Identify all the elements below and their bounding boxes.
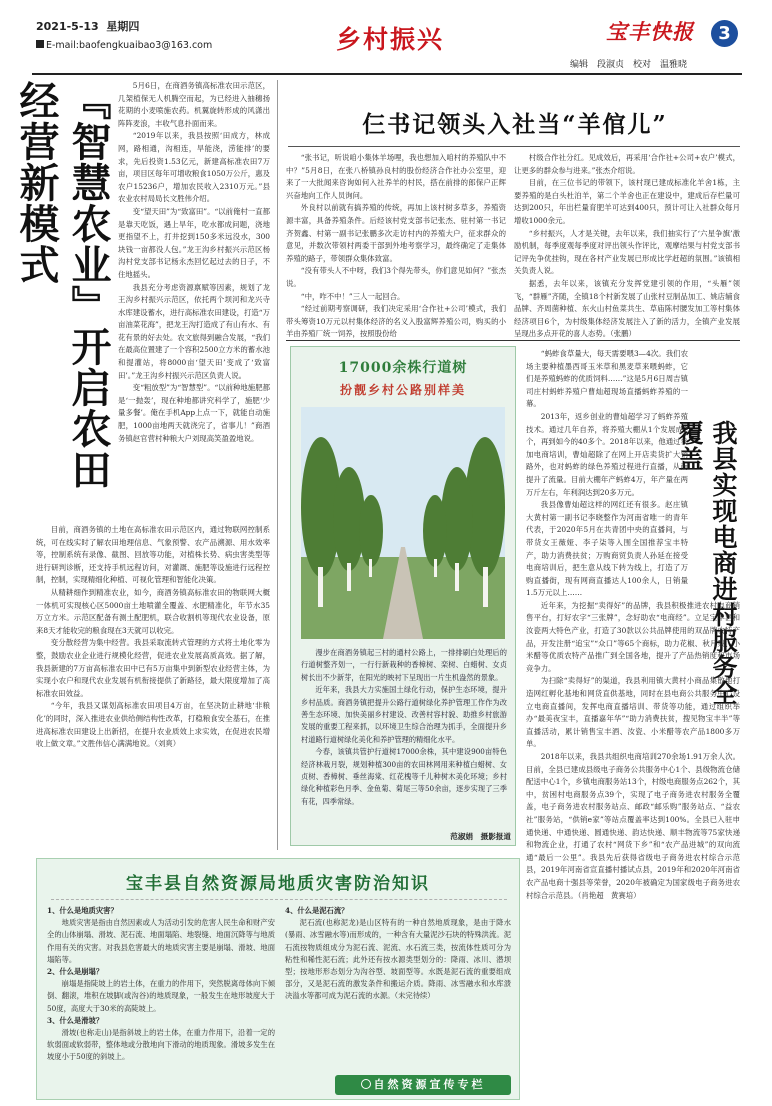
article1-col1-para: 变“望天田”为“致富田”。“以前俺村一直都是靠天吃饭，遇上旱年，吃水都成问题，浇地更指望不上，打井挖到150多米远没水，300块钱一亩都没人包。”龙王沟乡村振兴示范区杨沟村党支部书记杨永杰回忆起过去的日子，不住地摇头。: [118, 206, 270, 279]
paper-name: 宝丰快报: [606, 19, 694, 44]
globe-icon: [361, 1079, 371, 1089]
article2-col2-para: 据悉，去年以来，该镇充分发挥党建引领的作用，“头雁”领飞，“群雁”齐随，全镇18个村新发展了山张村豆制品加工、姚店辅食品牌、齐周菌种植、东火山村鱼菜共生、草庙陈村腰发加工等村集体经济项目6个，为村级集体经济发展注入了新的活力，全镇产业发展呈现出多点开花的喜人态势。（张鹏）: [514, 278, 740, 339]
article2-col1-para: “经过前期考察调研，我们决定采用‘合作社+公司’模式，我们带头筹资10万元以村集体经济的名义入股富辉养殖公司，购买的小羊由养殖厂统一饲养，按照股份给: [286, 304, 506, 339]
article2-col1-para: 外良村以前就有搞养殖的传统，再加上该村树多草多，养殖资源丰富，具备养殖条件。后经该村党支部书记张杰、驻村第一书记齐贺鑫、村第一副书记张鹏多次走访村内的养殖大户，征求群众的意见，并数次带领村两委干部到外地考察学习，最终确定了走集体养殖的路子，带领群众集体致富。: [286, 203, 506, 263]
header-date: [36, 18, 176, 34]
article2-column1: [286, 152, 506, 339]
article2-col2-para: 目前，在三位书记的带领下，该村现已建成标准化羊舍1栋，主要养殖的是白头杜泊羊，第二个羊舍也正在建设中，建成后存栏量可达到200只，年出栏量育肥羊可达到400只，预计可让入社群众每月增收1000余元。: [514, 178, 740, 225]
answer-1: 地质灾害是指由自然因素或人为活动引发的危害人民生命和财产安全的山体崩塌、滑坡、泥石流、地面塌陷、地裂缝、地面沉降等与地质作用有关的灾害。对我县危害最大的地质灾害主要是崩塌、滑坡、地面塌陷等。: [47, 918, 275, 964]
article2-title: 仨书记领头入社当“羊倌儿”: [362, 111, 668, 138]
email-address: E-mail:baofengkuaibao3@163.com: [46, 40, 213, 51]
article2-col2-para: 村级合作社分红。见成效后，再采用‘合作社+公司+农户’模式，让更多的群众参与进来。”张杰介绍说。: [514, 153, 740, 175]
banner-label: 自然资源宣传专栏: [373, 1078, 486, 1091]
article2-col1-para: “中，咋不中！”三人一起回合。: [300, 291, 405, 301]
article3-para: “蚂蚱食草量大，每天需要喂3—4次。我们农场主要种植墨西哥玉米草和黑麦草来喂蚂蚱，它们是养殖蚂蚱的优质饲料……”这是5月6日周吉镇司庄村蚂蚱养殖户曹灿超现场直播蚂蚱养殖的一幕。: [526, 349, 688, 409]
article3-para: 2018年以来，我县共组织电商培训270余场1.91万余人次。目前，全县已建成县级电子商务公共服务中心1个、县级物流仓储配送中心1个，乡镇电商服务站13个，村级电商服务点262个，其中，贫困村电商服务点39个，实现了电子商务进农村服务全覆盖，电子商务进农村服务站点、邮政“邮乐购”服务站点、“益农社”服务站，“供销e家”等站点覆盖率达到100%。全县已入驻申通快递、中通快递、圆通快递、韵达快递、顺丰物流等75家快递和物流企业，打通了农村“网货下乡”和“农产品进城”的双向流通“最后一公里”。我县先后获得省级电子商务进农村综合示范县，2019年河南省宣直播村播试点县，2019年和2020年河南省农产品电商十强县等荣誉，2020年被确定为国家级电子商务进农村综合示范县。（肖艳超 黄赛培）: [526, 752, 740, 900]
article4-title: 宝丰县自然资源局地质灾害防治知识: [126, 874, 430, 894]
article4-title-rule: [51, 899, 507, 900]
article1-col2-para: “今年，我县又谋划高标准农田项目4万亩，在坚决防止耕地‘非粮化’的同时，深入推进农业供给侧结构性改革，打稳粮食安全基石，在推进高标准农田建设上出新招，在提升农业质效上求实效，在促进农民增收上做文章。”文胜伟信心满满地说。（刘爽）: [36, 701, 270, 749]
article1-col1-para: “2019年以来，我县按照‘田成方，林成网，路相通，沟相连，旱能浇，涝能排’的要求，先后投资1.53亿元，新建高标准农田7万亩，项目区每年可增收粮食1050万公斤，惠及农户15236户，增加农民收入2310万元。”县农业农村局局长文胜伟介绍。: [118, 131, 270, 204]
article2-col1-para: “张书记，听说咱小集体羊场哩，我也想加入咱村的养殖队中不中？”5月8日，在张八桥镇孙良村的股份经济合作社办公室里，迎来了一大批闻来咨询如何入社养羊的村民，搭在前排的郎保户正辉兴奋地向工作人员询问。: [286, 153, 506, 200]
article1-title: [13, 80, 114, 500]
article2-col2-para: “乡村振兴，人才是关键，去年以来，我们抽实行了‘六星争旗’激励机制，每季度观每季度对评出领头作评比，观摩结果与村党支部书记评先争优挂钩，现在各村产业发展已形成比学赶超的氛围。”该镇相关负责人说。: [514, 228, 740, 276]
article1-col2-para: 变分散经营为集中经营。我县采取流转式管理的方式将土地化零为整，鼓励农业企业进行规模化经营，促进农业发展高质高效。据了解，我县新建的7万亩高标准农田中已有5万亩集中到新型农业经营主体，为实现小农户和现代农业发展有机衔接提供了新路径，最大限度增加了高标准农田效益。: [36, 638, 270, 698]
article2-col1-para: “没有带头人不中呀，我们3个得先带头，你们意见如何？”张杰说。: [286, 266, 506, 288]
answer-2: 崩塌是指陡坡上的岩土体，在重力的作用下，突然脱离母体向下倾倒、翻滚，堆积在坡脚(或沟谷)的地质现象，一般发生在地形坡度大于50度，高度大于30米的高陡坡上。: [47, 979, 275, 1013]
feature-title-line1: 17000余株行道树: [338, 360, 468, 376]
feature-para: 今春，该镇共管护行道树17000余株，其中建设900亩特色经济林栽月裂，规划种植300亩的农田林网用来种植白蜡树、女贞树、香樟树、垂丝海棠、红花槐等千儿种树木美化环境；乡村绿化种植彩色月季、金鱼菊、菊尾三等50余亩，逐步实现了三季有花，四季常绿。: [301, 747, 507, 806]
article3-para: 为扫除“卖得好”的渠道，我县利用镇大黄村小商品集散地打造网红孵化基地和网货直供基地，同时在县电商公共服务中心设立电商直播间，发挥电商直播培训、带货等功能，通过组织举办“最美夜宝丰，直播嘉年华”“助力消费扶贫，搜见物宝丰半”等直播活动，累计销售宝丰酒、汝瓷、小米醋等农产品1800多万单。: [526, 676, 740, 749]
article1-column1: [118, 80, 270, 520]
article4-column1: [47, 905, 275, 1095]
feature-box: [290, 346, 516, 846]
question-1: 1、什么是地质灾害？: [47, 906, 118, 915]
article3-para: 2013年，返乡创业的曹灿超学习了蚂蚱养殖技术。通过几年自养，将养殖大棚从1个发展成2个，再到如今的40多个。2018年以来，他通过参加电商培训，曹灿超除了在网上开店卖货扩大销路外，也对蚂蚱的绿色养殖过程进行直播，从而提升了流量。目前大棚年产蚂蚱4万，年产量在两万斤左右，年利润达到20多万元。: [526, 411, 688, 497]
answer-4: 泥石流(也称泥龙)是山区特有的一种自然地质现象，是由于降水(暴雨、冰雪融水等)而形成的，一种含有大量泥沙石块的特殊洪流。泥石流按物质组成分为泥石流、泥流、水石流三类，按流体性质可分为粘性和稀性泥石流；此外还有按水源类型划分的：降雨、冰川、潜坝型；按地形形态划分为沟谷型、坡面型等。水既是泥石流的重要组成部分，又是泥石流的激发条件和搬运介质。降雨、冰雪融水和水库溃决溢水等都可成为泥石流的水源。（未完待续）: [285, 918, 511, 1001]
page-number: 3: [711, 20, 738, 47]
article1-title-part2: 开启农田经营新模式: [13, 80, 112, 490]
feature-text: [301, 647, 507, 827]
article1-column2: [36, 524, 270, 844]
article4-column2: [285, 905, 511, 1075]
issue-weekday: 星期四: [106, 20, 140, 33]
propaganda-banner: [335, 1075, 511, 1095]
question-2: 2、什么是崩塌？: [47, 967, 104, 977]
section-title: 乡村振兴: [336, 25, 445, 54]
article1-col1-para: 我县充分考虑资源禀赋等因素，规划了龙王沟乡村振兴示范区，依托两个坝河和龙兴寺水库建设蓄水，进行高标准农田建设，打造“万亩油菜花海”，把龙王沟打造成了有山有水、有花有景的好去处。农文旅得到融合发展，“我们在最高位置建了一个容积2500立方米的蓄水池和提灌站，将8000亩‘望天田’变成了‘致富田’。”龙王沟乡村振兴示范区负责人说。: [118, 282, 270, 380]
question-4: 4、什么是泥石流？: [285, 906, 349, 915]
feature-para: 漫步在商酒务镇起三村的通村公路上，一排排刷白处理后的行道树整齐划一，一行行新栽种的香樟树、栾树、白蜡树、女贞树长出不少新芽，在阳光的映衬下呈现出一片生机盎然的景象。: [301, 648, 507, 682]
feature-credit: 范淑娟 摄影报道: [450, 832, 511, 841]
header-rule: [32, 73, 742, 75]
article3-para: 我县像曹灿超这样的网红还有很多。赵庄镇大黄村第一副书记李晓整作为河南省唯一的青年代表，于2020年5月在共青团中央的直播间，与带货女王薇娅、李子柒等入围全国推荐宝丰特产，助力消费扶贫；万购商贸负责人孙延在接受电商培训后，把生意从线下转为线上，打造了万购直播街，现有网商直播达人100余人，日销量1.5万元以上……: [526, 500, 688, 598]
answer-3: 滑坡(也称走山)是指斜坡上的岩土体，在重力作用下，沿着一定的软弱面或软弱带，整体地或分散地向下滑动的地质现象。滑坡多发生在坡度小于50度的斜坡上。: [47, 1028, 275, 1062]
article1-col2-para: 目前，商酒务镇的土地在高标准农田示范区内，通过物联网控制系统，可在线实时了解农田地理信息、气象预警、农产品溯源、用水效率等，控制系统有录像、截图、回放等功能，对植株长势、病虫害类型等进行研判诊断，还支持手机远程访问，对灌溉、施肥等设施进行远程控制，控制，实现精细化种植、可视化管理和智能化决策。: [36, 525, 270, 585]
question-3: 3、什么是滑坡？: [47, 1015, 104, 1025]
section-rule: [286, 340, 740, 341]
feature-para: 近年来，我县大力实施国土绿化行动，保护生态环境，提升乡村品质。商酒务镇把提升公路行道树绿化养护管理工作作为改善生态环境、加快美丽乡村建设、改善村容村貌、助推乡村旅游发展的重要工程来抓，以环境卫生综合治理为抓手，全面提升乡村道路行道树绿化美化和养护管理的精细化水平。: [301, 685, 507, 744]
header-credits: 编辑 段淑贞 校对 温雅晓: [570, 60, 688, 70]
article1-col2-para: 从精耕细作到精准农业，如今，商酒务镇高标准农田的物联网大概一体机可实现核心区5000亩土地喷灌全覆盖、水肥精准化，年节水35万立方米。示范区配备有测土配肥机，联合收割机等现代农业设备，原来8天才能收完的粮食现在3天就可以收完。: [36, 587, 270, 635]
column-divider: [277, 80, 278, 850]
header-email[interactable]: [36, 40, 276, 54]
email-square-icon: [36, 40, 44, 48]
article2-title-rule: [288, 146, 740, 147]
article1-col1-para: 5月6日，在商酒务镇高标准农田示范区，几架植保无人机腾空而起，为已经进入抽穗扬花期的小麦喷施农药。机翼旋转形成的风潇出阵阵麦浪，丰收气息扑面而来。: [118, 81, 270, 128]
article3-column: [526, 348, 740, 1100]
article1-col1-para: 变“粗放型”为“智慧型”。“以前种地施肥都是‘一抛轰’，现在种地都讲究科学了，施肥‘少量多餐’。俺在手机App上点一下，就能自动施肥，1000亩地两天就浇完了，省事儿！”商酒务镇赵官营村种粮大户刘现高笑盈盈地说。: [118, 383, 270, 443]
article3-para: 近年来，为挖掘“卖得好”的品牌，我县积极推进农村电商销售平台，打好农字“三张牌”，念好助农“电商经”。立足宝丰酒和汝瓷两大特色产业，打造了30款以公共品牌使用的双品牌农特产品，开发注册“追宝”“众口”等65个商标，助力花椒、秋月梨、小米醋等优质农特产品推广到全国各地，提升了产品热销度和市场竞争力。: [526, 600, 740, 673]
feature-photo: [301, 407, 505, 639]
article1-title-part1: 『智慧农业』: [65, 80, 112, 326]
article4-box: [36, 858, 520, 1100]
issue-date: 2021-5-13: [36, 20, 99, 33]
feature-title-line2: 扮靓乡村公路别样美: [339, 383, 466, 397]
article2-column2: [514, 152, 740, 338]
article3-title: 我县实现电商进村服务全覆盖: [675, 420, 738, 706]
